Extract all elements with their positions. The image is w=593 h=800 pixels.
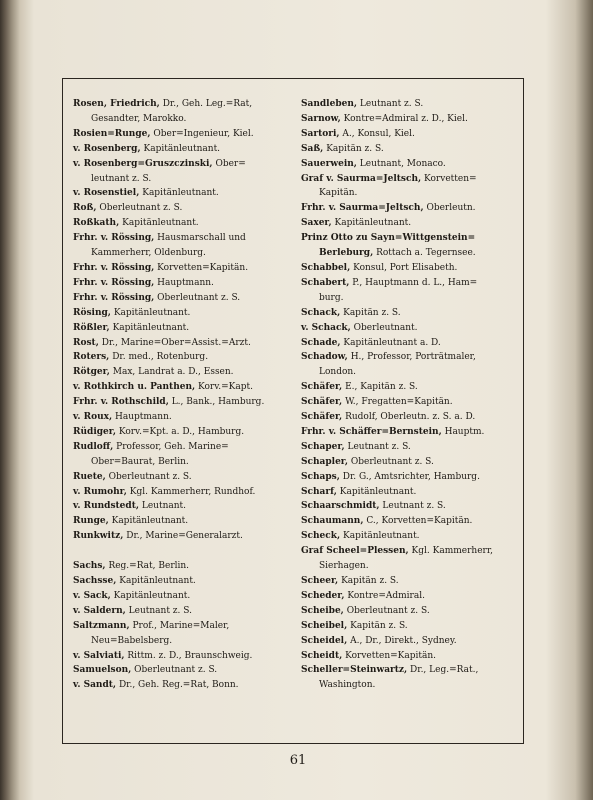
register-entry (301, 499, 515, 514)
register-entry (301, 350, 515, 365)
entry-description: Dr. G., Amtsrichter, Hamburg. (342, 471, 480, 482)
entry-name: Rosien=Runge, (73, 128, 151, 139)
entry-name: Scheder, (301, 590, 345, 601)
register-entry (301, 634, 515, 649)
register-entry (73, 306, 291, 321)
register-entry (301, 97, 515, 112)
entry-name: Frhr. v. Rössing, (73, 233, 155, 244)
page-number: 61 (289, 753, 307, 768)
entry-description: Kapitänleutnant. (342, 531, 420, 542)
entry-description: P., Hauptmann d. L., Ham= (352, 277, 478, 288)
register-entry (301, 470, 515, 485)
entry-name: Scheck, (301, 531, 341, 542)
entry-name: v. Roux, (73, 412, 113, 423)
register-entry (73, 529, 291, 544)
register-entry (73, 574, 291, 589)
entry-description: A., Konsul, Kiel. (342, 128, 415, 139)
register-entry (301, 261, 515, 276)
entry-description: Rudolf, Oberleutn. z. S. a. D. (345, 412, 476, 423)
entry-name: Roß, (73, 203, 97, 214)
entry-name: Frhr. v. Rössing, (73, 262, 155, 273)
entry-description: Kapitänleutnant. (143, 143, 221, 154)
entry-description: Oberleutnant z. S. (157, 292, 241, 303)
entry-description: Kgl. Kammerherr, (411, 546, 494, 557)
left-column (73, 97, 291, 693)
section-gap (73, 544, 291, 559)
entry-description: Dr., Geh. Leg.=Rat, (162, 99, 253, 109)
entry-name: Sachsse, (73, 575, 117, 586)
entry-name: Roßkath, (73, 218, 120, 229)
entry-name: v. Rosenberg, (73, 143, 141, 154)
entry-description: Kapitänleutnant. (113, 307, 191, 318)
entry-description: Oberleutnant z. S. (350, 456, 434, 467)
entry-description: Oberleutn. (426, 203, 476, 214)
entry-description: Ober=Ingenieur, Kiel. (153, 128, 254, 139)
entry-description: Oberleutnant z. S. (108, 471, 192, 482)
entry-name: Schaumann, (301, 516, 364, 527)
register-entry (73, 186, 291, 201)
entry-description: Ober= (215, 158, 246, 169)
entry-name: Schack, (301, 307, 341, 318)
entry-description: C., Korvetten=Kapitän. (366, 516, 473, 527)
register-entry (301, 649, 515, 664)
register-entry (73, 678, 291, 693)
entry-name: Scheidt, (301, 650, 343, 661)
entry-name: Frhr. v. Rothschild, (73, 397, 169, 408)
entry-name: Frhr. v. Rössing, (73, 292, 155, 303)
entry-name: v. Rundstedt, (73, 501, 139, 512)
register-entry (301, 440, 515, 455)
entry-name: Frhr. v. Schäffer=Bernstein, (301, 426, 442, 437)
register-entry (301, 142, 515, 157)
register-entry (301, 172, 515, 187)
entry-continuation: Kapitän. (319, 188, 358, 199)
entry-description: Kapitän z. S. (343, 307, 401, 318)
entry-description: Korvetten= (424, 173, 477, 184)
register-entry (73, 261, 291, 276)
entry-description: Rittm. z. D., Braunschweig. (127, 650, 253, 661)
entry-description: Kapitän z. S. (341, 576, 399, 586)
entry-description: Korvetten=Kapitän. (157, 262, 249, 273)
entry-description: Leutnant z. S. (382, 501, 446, 512)
entry-name: Saxer, (301, 218, 332, 229)
register-entry (73, 440, 291, 455)
entry-description: Kapitänleutnant. (113, 590, 191, 601)
entry-name: Sauerwein, (301, 158, 357, 169)
entry-continuation: Kammerherr, Oldenburg. (91, 248, 206, 259)
entry-name: Schäfer, (301, 397, 343, 408)
register-entry (73, 231, 291, 246)
entry-name: Saltzmann, (73, 620, 130, 631)
register-entry (301, 380, 515, 395)
right-column (301, 97, 515, 693)
entry-description: Korvetten=Kapitän. (345, 650, 437, 661)
register-entry (301, 127, 515, 142)
entry-name: Rost, (73, 337, 99, 348)
register-entry (301, 112, 515, 127)
entry-name: Schade, (301, 337, 341, 348)
entry-name: v. Schack, (301, 322, 351, 333)
entry-name: Schaper, (301, 441, 345, 452)
register-entry (301, 395, 515, 410)
entry-description: Kapitänleutnant. (119, 575, 196, 586)
entry-description: Hauptm. (444, 426, 485, 437)
page (18, 4, 578, 800)
entry-description: E., Kapitän z. S. (345, 382, 418, 393)
entry-name: Runge, (73, 516, 109, 527)
entry-description: Reg.=Rat, Berlin. (108, 561, 190, 572)
register-entry (301, 589, 515, 604)
entry-description: Kapitän z. S. (350, 620, 408, 631)
entry-name: Rötger, (73, 367, 110, 378)
text-frame (62, 78, 524, 744)
register-entry (73, 425, 291, 440)
entry-description: Kapitänleutnant. (339, 486, 417, 497)
entry-description: Kgl. Kammerherr, Rundhof. (129, 486, 256, 497)
entry-description: Oberleutnant. (353, 322, 418, 333)
entry-continuation: Neu=Babelsberg. (91, 635, 173, 646)
entry-name: Schapler, (301, 456, 349, 467)
register-entry (73, 499, 291, 514)
entry-description: Hauptmann. (157, 277, 214, 288)
entry-description: Dr., Geh. Reg.=Rat, Bonn. (118, 680, 239, 691)
register-entry (73, 350, 291, 365)
register-entry (73, 470, 291, 485)
entry-name: Roters, (73, 352, 110, 363)
register-entry (73, 514, 291, 529)
register-entry (73, 485, 291, 500)
entry-name: Schabbel, (301, 262, 351, 273)
register-entry (301, 604, 515, 619)
entry-name: Schabert, (301, 277, 350, 288)
register-entry (301, 336, 515, 351)
entry-name: Sachs, (73, 561, 106, 572)
entry-continuation: Sierhagen. (319, 561, 369, 572)
register-entry (73, 276, 291, 291)
register-entry (73, 380, 291, 395)
entry-name: Saß, (301, 143, 324, 154)
entry-continuation: London. (319, 367, 357, 378)
entry-name: Runkwitz, (73, 531, 124, 542)
register-entry (301, 425, 515, 440)
entry-description: Hausmarschall und (157, 233, 246, 244)
register-entry (301, 455, 515, 470)
entry-description: Dr., Marine=Ober=Assist.=Arzt. (101, 337, 251, 348)
entry-description: Leutnant z. S. (128, 605, 192, 616)
register-entry (73, 604, 291, 619)
entry-description: W., Fregatten=Kapitän. (345, 397, 453, 408)
entry-name: Prinz Otto zu Sayn=Wittgenstein= (301, 233, 476, 244)
register-entry (301, 529, 515, 544)
entry-description: Kapitänleutnant. (334, 218, 412, 229)
register-entry (301, 216, 515, 231)
register-entry (301, 514, 515, 529)
entry-description: Dr., Marine=Generalarzt. (126, 531, 243, 542)
entry-description: Kapitänleutnant. (111, 516, 189, 527)
register-entry (73, 216, 291, 231)
entry-name: Scharf, (301, 486, 337, 497)
register-entry (301, 485, 515, 500)
register-entry (73, 365, 291, 380)
entry-name: Scheibel, (301, 620, 348, 631)
register-entry (73, 142, 291, 157)
entry-continuation-name: Berleburg, (319, 248, 374, 259)
entry-description: H., Professor, Porträtmaler, (350, 352, 476, 363)
register-entry (73, 559, 291, 574)
entry-name: Rößler, (73, 322, 110, 333)
entry-description: Korv.=Kpt. a. D., Hamburg. (118, 426, 245, 437)
entry-description: Kapitänleutnant. (122, 218, 199, 229)
entry-description: Leutnant z. S. (347, 441, 411, 452)
entry-description: Leutnant z. S. (359, 99, 424, 109)
entry-description: Max, Landrat a. D., Essen. (112, 367, 234, 378)
entry-description: Prof., Marine=Maler, (132, 620, 230, 631)
entry-continuation: Ober=Baurat, Berlin. (91, 456, 189, 467)
register-entry (301, 306, 515, 321)
entry-name: Rudloff, (73, 441, 114, 452)
register-entry (73, 321, 291, 336)
entry-description: Kapitänleutnant a. D. (343, 337, 441, 348)
entry-name: Schaarschmidt, (301, 501, 380, 512)
register-entry (73, 663, 291, 678)
entry-description: Oberleutnant z. S. (99, 203, 183, 214)
entry-name: Sarnow, (301, 113, 341, 124)
entry-description: Kapitänleutnant. (142, 188, 219, 199)
entry-name: Schadow, (301, 352, 348, 363)
entry-name: Sandleben, (301, 99, 358, 109)
entry-name: v. Rothkirch u. Panthen, (73, 382, 196, 393)
entry-name: v. Rosenberg=Gruszczinski, (73, 158, 213, 169)
entry-name: Schaps, (301, 471, 340, 482)
entry-description: Dr., Leg.=Rat., (410, 665, 479, 676)
entry-description: Oberleutnant z. S. (134, 665, 218, 676)
register-entry (301, 544, 515, 559)
register-entry (301, 201, 515, 216)
register-entry (73, 649, 291, 664)
entry-name: Graf Scheel=Plessen, (301, 546, 409, 557)
register-entry (301, 157, 515, 172)
register-entry (301, 321, 515, 336)
entry-continuation: Gesandter, Marokko. (91, 113, 187, 124)
entry-description: Professor, Geh. Marine= (116, 441, 229, 452)
entry-name: Schäfer, (301, 382, 343, 393)
entry-name: Scheidel, (301, 635, 348, 646)
register-entry (73, 410, 291, 425)
entry-continuation: leutnant z. S. (91, 173, 152, 184)
entry-description: L., Bank., Hamburg. (171, 397, 265, 408)
register-entry (73, 291, 291, 306)
entry-description: Kapitän z. S. (326, 143, 384, 154)
entry-name: Graf v. Saurma=Jeltsch, (301, 173, 422, 184)
entry-description: Hauptmann. (115, 412, 172, 423)
entry-name: Rösing, (73, 307, 111, 318)
entry-name: v. Saldern, (73, 605, 126, 616)
entry-description: Kontre=Admiral z. D., Kiel. (343, 113, 468, 124)
entry-description: Kontre=Admiral. (347, 590, 425, 601)
entry-name: Ruete, (73, 471, 106, 482)
entry-description: Dr. med., Rotenburg. (112, 352, 209, 363)
register-entry (73, 97, 291, 112)
entry-name: Rosen, Friedrich, (73, 99, 160, 109)
entry-description: Leutnant. (141, 501, 187, 512)
entry-name: Samuelson, (73, 665, 132, 676)
register-entry (301, 231, 515, 246)
entry-name: Frhr. v. Saurma=Jeltsch, (301, 203, 424, 214)
register-entry (301, 574, 515, 589)
register-entry (73, 395, 291, 410)
entry-continuation: burg. (319, 292, 344, 303)
entry-name: Scheer, (301, 576, 339, 586)
entry-name: Scheibe, (301, 605, 344, 616)
entry-name: v. Salviati, (73, 650, 125, 661)
entry-name: Frhr. v. Rössing, (73, 277, 155, 288)
register-entry (301, 410, 515, 425)
entry-continuation-text: Rottach a. Tegernsee. (376, 248, 476, 259)
entry-description: Korv.=Kapt. (198, 382, 253, 393)
entry-description: A., Dr., Direkt., Sydney. (350, 635, 457, 646)
entry-name: Rüdiger, (73, 426, 116, 437)
register-entry (301, 619, 515, 634)
entry-continuation (301, 246, 515, 261)
register-entry (73, 157, 291, 172)
register-entry (73, 336, 291, 351)
entry-description: Konsul, Port Elisabeth. (353, 262, 458, 273)
entry-name: v. Rosenstiel, (73, 188, 140, 199)
register-entry (73, 201, 291, 216)
register-entry (301, 276, 515, 291)
entry-description: Kapitänleutnant. (112, 322, 190, 333)
entry-name: v. Sack, (73, 590, 111, 601)
register-entry (73, 589, 291, 604)
register-entry (73, 127, 291, 142)
entry-name: v. Rumohr, (73, 486, 127, 497)
entry-description: Oberleutnant z. S. (346, 605, 430, 616)
entry-description: Leutnant, Monaco. (359, 158, 446, 169)
entry-name: v. Sandt, (73, 680, 117, 691)
entry-name: Scheller=Steinwartz, (301, 665, 408, 676)
entry-continuation: Washington. (319, 680, 376, 691)
register-entry (301, 663, 515, 678)
register-entry (73, 619, 291, 634)
entry-name: Sartori, (301, 128, 340, 139)
entry-name: Schäfer, (301, 412, 343, 423)
